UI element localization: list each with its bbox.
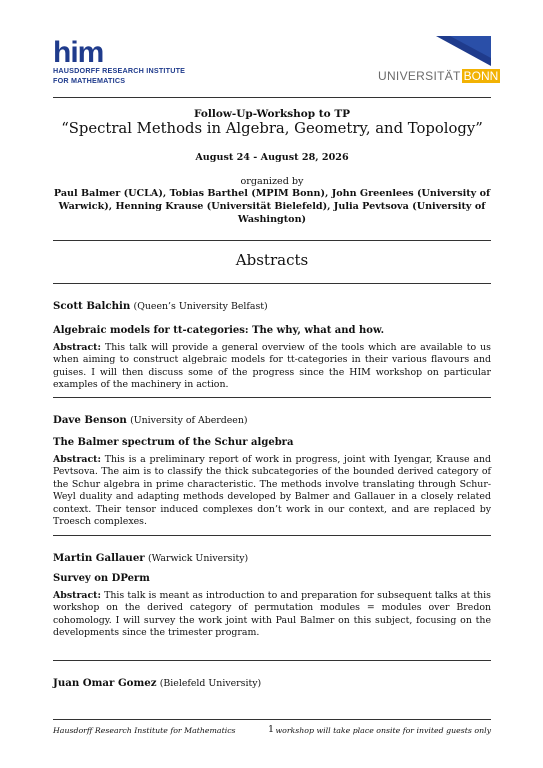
talk-entry [53, 677, 491, 689]
speaker-line [53, 300, 491, 312]
workshop-subtitle: Follow-Up-Workshop to TP [193, 108, 351, 120]
speaker-name: Juan Omar Gomez [53, 677, 157, 689]
talk-title: The Balmer spectrum of the Schur algebra [53, 437, 294, 448]
bonn-logo-triangle-icon [436, 36, 491, 66]
speaker-name: Martin Gallauer [53, 552, 145, 564]
footer-divider [53, 719, 491, 720]
abstract-label: Abstract: [53, 590, 101, 601]
him-logo [53, 36, 186, 85]
him-logo-line1: HAUSDORFF RESEARCH INSTITUTE [53, 66, 186, 75]
abstract-label: Abstract: [53, 454, 101, 465]
speaker-affiliation: (Warwick University) [147, 553, 249, 564]
abstract-label: Abstract: [53, 342, 101, 353]
workshop-title: “Spectral Methods in Algebra, Geometry, and Topology” [61, 120, 483, 137]
speaker-line [53, 677, 491, 689]
talk-divider [53, 397, 491, 398]
workshop-dates: August 24 - August 28, 2026 [195, 152, 349, 163]
talk-abstract [53, 454, 491, 528]
talk-divider [53, 535, 491, 536]
talk-entry [53, 300, 491, 390]
bonn-logo-text [378, 69, 500, 83]
footer-note: workshop will take place onsite for invited guests only [275, 726, 491, 735]
talk-entry [53, 414, 491, 528]
speaker-line [53, 414, 491, 426]
header-divider [53, 97, 491, 98]
footer-page-number: 1 [268, 724, 275, 735]
talk-divider [53, 283, 491, 284]
talk-divider [53, 660, 491, 661]
speaker-affiliation: (Queen’s University Belfast) [133, 301, 268, 312]
talk-abstract [53, 342, 491, 392]
abstracts-heading: Abstracts [235, 251, 309, 269]
uni-bonn-logo [378, 36, 499, 86]
bonn-logo-uni: UNIVERSITÄT [378, 69, 461, 83]
speaker-affiliation: (University of Aberdeen) [130, 415, 248, 426]
speaker-affiliation: (Bielefeld University) [159, 678, 262, 689]
speaker-line [53, 552, 491, 564]
talk-title: Algebraic models for tt-categories: The why, what and how. [53, 325, 385, 336]
abstract-text: This talk is meant as introduction to and preparation for subsequent talks at this workshop on the derived category of permutation modules = modules over Bredon cohomology. I will survey the work joint with Paul Balmer on this subject, focusing on the developments since the trimester program. [53, 590, 491, 639]
him-logo-line2: FOR MATHEMATICS [53, 75, 126, 85]
organized-by-label: organized by [240, 176, 304, 187]
talk-abstract [53, 590, 491, 640]
abstract-text: This is a preliminary report of work in progress, joint with Iyengar, Krause and Pevtsova. The aim is to classify the thick subcategories of the bounded derived category of the Schur algebra in prime characteristic. The methods involve translating through Schur-Weyl duality and adapting methods developed by Balmer and Gallauer in a closely related context. Their tensor induced complexes don’t work in our context, and are replaced by Troesch complexes. [53, 454, 491, 528]
abstract-text: This talk will provide a general overview of the tools which are available to us when aiming to construct algebraic models for tt-categories in their various flavours and guises. I will then discuss some of the progress since the HIM workshop on particular examples of the machinery in action. [53, 342, 491, 391]
talk-entry [53, 552, 491, 647]
him-logo-mark: him [53, 36, 104, 69]
footer-institute: Hausdorff Research Institute for Mathematics [53, 726, 236, 735]
speaker-name: Dave Benson [53, 414, 127, 426]
bonn-logo-name: BONN [463, 69, 499, 83]
speaker-name: Scott Balchin [53, 300, 131, 312]
talk-title: Survey on DPerm [53, 573, 150, 584]
organizers-list: Paul Balmer (UCLA), Tobias Barthel (MPIM Bonn), John Greenlees (University of Warwick), Henning Krause (Universität Bielefeld), Julia Pevtsova (University of Washington) [53, 188, 491, 225]
section-divider [53, 240, 491, 241]
